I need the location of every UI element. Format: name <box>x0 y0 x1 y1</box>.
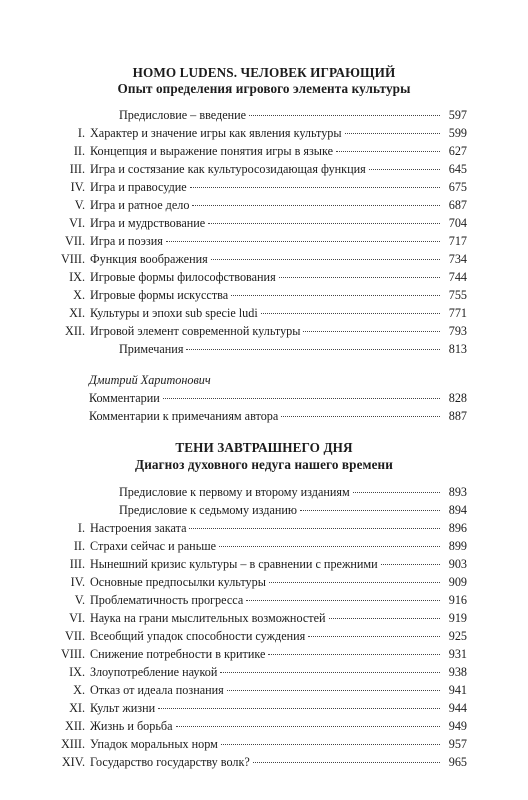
entry-page: 599 <box>448 126 467 140</box>
toc-entry[interactable] <box>60 144 467 159</box>
toc-entry[interactable] <box>60 737 467 752</box>
dot-leader <box>279 277 440 278</box>
dot-leader <box>246 600 440 601</box>
toc-entry[interactable] <box>60 701 467 716</box>
toc-entry[interactable] <box>60 342 467 357</box>
dot-leader <box>261 313 440 314</box>
entry-number: XII. <box>65 719 85 733</box>
entry-number: I. <box>77 126 85 140</box>
entry-page: 894 <box>448 503 467 517</box>
toc-entry[interactable] <box>60 216 467 231</box>
toc-entry[interactable] <box>60 108 467 123</box>
entry-label: Игровые формы искусства <box>90 288 229 302</box>
toc-entry[interactable] <box>60 719 467 734</box>
entry-number: III. <box>69 557 85 571</box>
entry-label: Комментарии к примечаниям автора <box>89 409 279 423</box>
entry-page: 793 <box>448 324 467 338</box>
entry-number: IX. <box>69 665 85 679</box>
entry-number: XII. <box>65 324 85 338</box>
toc-entry[interactable] <box>60 234 467 249</box>
toc-entry[interactable] <box>60 270 467 285</box>
entry-label: Комментарии <box>89 391 160 405</box>
entry-page: 597 <box>448 108 467 122</box>
dot-leader <box>253 762 440 763</box>
entry-page: 916 <box>448 593 467 607</box>
entry-number: XIV. <box>61 755 85 769</box>
entry-number: VII. <box>65 629 85 643</box>
entry-page: 941 <box>448 683 467 697</box>
section-title: HOMO LUDENS. ЧЕЛОВЕК ИГРАЮЩИЙ <box>132 65 396 80</box>
entry-page: 828 <box>448 391 467 405</box>
entry-page: 887 <box>448 409 467 423</box>
entry-label: Игра и состязание как культуросозидающая функция <box>90 162 366 176</box>
entry-number: II. <box>73 144 85 158</box>
entry-label: Предисловие – введение <box>119 108 247 122</box>
dot-leader <box>281 416 440 417</box>
entry-page: 704 <box>448 216 467 230</box>
entry-number: V. <box>74 198 85 212</box>
toc-entry[interactable] <box>60 611 467 626</box>
entry-label: Предисловие к первому и второму изданиям <box>119 485 350 499</box>
dot-leader <box>190 187 440 188</box>
entry-label: Игра и правосудие <box>90 180 187 194</box>
dot-leader <box>369 169 440 170</box>
dot-leader <box>269 582 440 583</box>
dot-leader <box>221 744 440 745</box>
entry-label: Упадок моральных норм <box>90 737 218 751</box>
entry-page: 645 <box>448 162 467 176</box>
dot-leader <box>381 564 440 565</box>
toc-entry[interactable] <box>60 647 467 662</box>
entry-label: Нынешний кризис культуры – в сравнении с прежними <box>90 557 378 571</box>
dot-leader <box>336 151 440 152</box>
entry-page: 944 <box>448 701 467 715</box>
dot-leader <box>186 349 440 350</box>
toc-entry[interactable] <box>60 755 467 770</box>
toc-entry[interactable] <box>60 324 467 339</box>
dot-leader <box>166 241 440 242</box>
entry-label: Отказ от идеала познания <box>90 683 224 697</box>
toc-entry[interactable] <box>60 288 467 303</box>
entry-page: 771 <box>448 306 467 320</box>
entry-label: Предисловие к седьмому изданию <box>119 503 298 517</box>
toc-entry[interactable] <box>60 485 467 500</box>
entry-page: 893 <box>448 485 467 499</box>
entry-page: 949 <box>448 719 467 733</box>
entry-page: 903 <box>448 557 467 571</box>
toc-entry[interactable] <box>60 557 467 572</box>
entry-label: Культ жизни <box>90 701 156 715</box>
entry-number: XIII. <box>60 737 85 751</box>
entry-label: Жизнь и борьба <box>90 719 173 733</box>
entry-label: Игровой элемент современной культуры <box>90 324 301 338</box>
entry-number: VI. <box>69 216 85 230</box>
entry-label: Настроения заката <box>90 521 187 535</box>
entry-number: III. <box>69 162 85 176</box>
entry-label: Основные предпосылки культуры <box>90 575 266 589</box>
entry-page: 813 <box>448 342 467 356</box>
entry-page: 909 <box>448 575 467 589</box>
entry-label: Игра и мудрствование <box>90 216 206 230</box>
entry-label: Игра и поэзия <box>90 234 163 248</box>
entry-number: XI. <box>69 306 85 320</box>
entry-number: VII. <box>65 234 85 248</box>
entry-page: 744 <box>448 270 467 284</box>
entry-page: 925 <box>448 629 467 643</box>
toc-entry[interactable] <box>60 306 467 321</box>
entry-page: 931 <box>448 647 467 661</box>
toc-entry[interactable] <box>60 629 467 644</box>
dot-leader <box>227 690 440 691</box>
dot-leader <box>176 726 440 727</box>
entry-label: Концепция и выражение понятия игры в языке <box>90 144 334 158</box>
entry-page: 965 <box>448 755 467 769</box>
toc-entry[interactable] <box>60 503 467 518</box>
dot-leader <box>303 331 440 332</box>
dot-leader <box>353 492 440 493</box>
entry-label: Государство государству волк? <box>90 755 250 769</box>
dot-leader <box>220 672 440 673</box>
dot-leader <box>268 654 440 655</box>
toc-entry[interactable] <box>60 198 467 213</box>
entry-label: Наука на грани мыслительных возможностей <box>90 611 326 625</box>
section-author: Дмитрий Харитонович <box>89 373 211 387</box>
entry-label: Игра и ратное дело <box>90 198 190 212</box>
entry-number: IV. <box>70 180 85 194</box>
dot-leader <box>208 223 440 224</box>
dot-leader <box>308 636 440 637</box>
toc-entry[interactable] <box>60 126 467 141</box>
entry-label: Страхи сейчас и раньше <box>90 539 217 553</box>
entry-page: 755 <box>448 288 467 302</box>
entry-number: VIII. <box>60 647 85 661</box>
toc-entry[interactable] <box>60 180 467 195</box>
entry-page: 919 <box>448 611 467 625</box>
dot-leader <box>192 205 440 206</box>
entry-page: 938 <box>448 665 467 679</box>
toc-entry[interactable] <box>60 575 467 590</box>
entry-label: Проблематичность прогресса <box>90 593 244 607</box>
entry-number: VIII. <box>60 252 85 266</box>
toc-entry[interactable] <box>60 252 467 267</box>
entry-page: 627 <box>448 144 467 158</box>
entry-label: Культуры и эпохи sub specie ludi <box>90 306 258 320</box>
entry-label: Снижение потребности в критике <box>90 647 266 661</box>
section-subtitle: Диагноз духовного недуга нашего времени <box>135 457 393 472</box>
entry-number: IX. <box>69 270 85 284</box>
entry-number: XI. <box>69 701 85 715</box>
toc-entry[interactable] <box>60 162 467 177</box>
entry-label: Характер и значение игры как явления культуры <box>90 126 342 140</box>
dot-leader <box>345 133 440 134</box>
toc-entry[interactable] <box>60 521 467 536</box>
section-subtitle: Опыт определения игрового элемента культуры <box>117 81 411 96</box>
toc-entry[interactable] <box>60 683 467 698</box>
entry-label: Примечания <box>119 342 184 356</box>
toc-entry[interactable] <box>60 593 467 608</box>
dot-leader <box>300 510 440 511</box>
dot-leader <box>211 259 440 260</box>
entry-number: II. <box>73 539 85 553</box>
entry-label: Игровые формы философствования <box>90 270 276 284</box>
entry-page: 896 <box>448 521 467 535</box>
entry-number: I. <box>77 521 85 535</box>
entry-number: V. <box>74 593 85 607</box>
entry-number: X. <box>73 288 85 302</box>
entry-page: 687 <box>448 198 467 212</box>
entry-label: Всеобщий упадок способности суждения <box>90 629 306 643</box>
entry-number: X. <box>73 683 85 697</box>
toc-entry[interactable] <box>60 665 467 680</box>
dot-leader <box>249 115 440 116</box>
dot-leader <box>231 295 440 296</box>
dot-leader <box>163 398 440 399</box>
toc-entry[interactable] <box>60 409 467 424</box>
entry-page: 899 <box>448 539 467 553</box>
entry-page: 734 <box>448 252 467 266</box>
entry-page: 675 <box>448 180 467 194</box>
entry-label: Функция воображения <box>90 252 208 266</box>
dot-leader <box>158 708 440 709</box>
entry-number: VI. <box>69 611 85 625</box>
entry-number: IV. <box>70 575 85 589</box>
dot-leader <box>219 546 440 547</box>
toc-entry[interactable] <box>60 539 467 554</box>
entry-page: 717 <box>448 234 467 248</box>
dot-leader <box>189 528 440 529</box>
entry-page: 957 <box>448 737 467 751</box>
toc-entry[interactable] <box>60 391 467 406</box>
section-title: ТЕНИ ЗАВТРАШНЕГО ДНЯ <box>175 440 353 455</box>
dot-leader <box>329 618 440 619</box>
entry-label: Злоупотребление наукой <box>90 665 218 679</box>
